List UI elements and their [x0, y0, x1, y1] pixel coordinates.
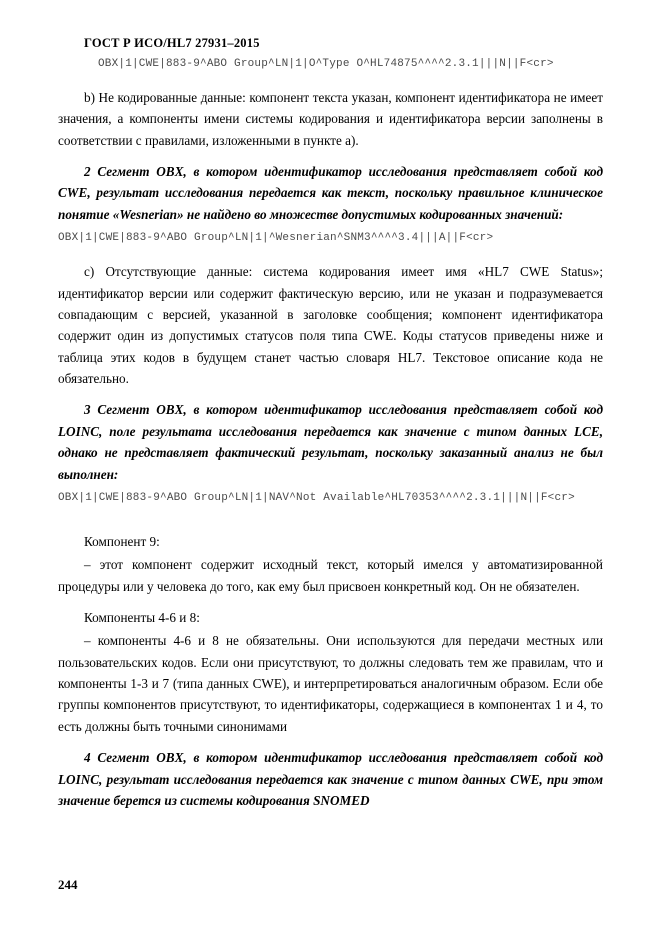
spacer — [58, 253, 603, 261]
component-9-body: – этот компонент содержит исходный текст, который имелся у автоматизированной процедуры или у человека до того, как ему был присвоен конкретный код. Он не обязателен. — [58, 557, 603, 594]
code-sample-2: OBX|1|CWE|883-9^ABO Group^LN|1|^Wesnerian^SNM3^^^^3.4|||A||F<cr> — [58, 232, 494, 245]
paragraph-item-3: 3 Сегмент OBX, в котором идентификатор исследования представляет собой код LOINC, поле результата исследования передается как значение с типом данных LCE, однако не представляет фактический результат, поскольку заказанный анализ не был выполнен: — [58, 402, 603, 482]
components-4-6-8-body: – компоненты 4-6 и 8 не обязательны. Они используются для передачи местных или пользовательских кодов. Если они присутствуют, то должны следовать тем же правилам, что и компоненты 1-3 и 7 (типа данных CWE), и интерпретироваться аналогичным образом. Если обе группы компонентов присутствуют, то идентификаторы, содержащиеся в компонентах 1 и 4, то есть должны быть точными синонимами — [58, 633, 603, 734]
paragraph-item-2: 2 Сегмент OBX, в котором идентификатор исследования представляет собой код CWE, результат исследования передается как текст, поскольку правильное клиническое понятие «Wesnerian» не найдено во множестве допустимых кодированных значений: — [58, 164, 603, 222]
paragraph-item-4: 4 Сегмент OBX, в котором идентификатор исследования представляет собой код LOINC, результат исследования передается как значение с типом данных CWE, при этом значение берется из системы кодирования SNOMED — [58, 750, 603, 808]
components-4-6-8-title: Компоненты 4-6 и 8: — [84, 609, 200, 625]
paragraph-b: b) Не кодированные данные: компонент текста указан, компонент идентификатора не имеет значения, а компоненты имени системы кодирования и идентификатора версии заполнены в соответствии с правилами, изложенными в пункте а). — [58, 89, 603, 148]
component-9-title: Компонент 9: — [84, 533, 160, 549]
page-header: ГОСТ Р ИСО/HL7 27931–2015 — [84, 36, 260, 50]
page-number: 244 — [58, 877, 78, 892]
spacer — [58, 79, 603, 87]
code-sample-3: OBX|1|CWE|883-9^ABO Group^LN|1|NAV^Not Available^HL70353^^^^2.3.1|||N||F<cr> — [58, 491, 575, 504]
spacer — [58, 513, 603, 521]
paragraph-c: c) Отсутствующие данные: система кодирования имеет имя «HL7 CWE Status»; идентификатор версии или содержит фактическую версию, или не указан и подразумевается совпадающим с версией, указанной в заголовке сообщения; компонент идентификатора содержит один из допустимых статусов поля типа CWE. Коды статусов приведены ниже и таблица этих кодов в будущем станет частью словаря HL7. Текстовое описание кода не обязательно. — [58, 264, 603, 386]
code-sample-1: OBX|1|CWE|883-9^ABO Group^LN|1|O^Type O^HL74875^^^^2.3.1|||N||F<cr> — [98, 58, 554, 70]
